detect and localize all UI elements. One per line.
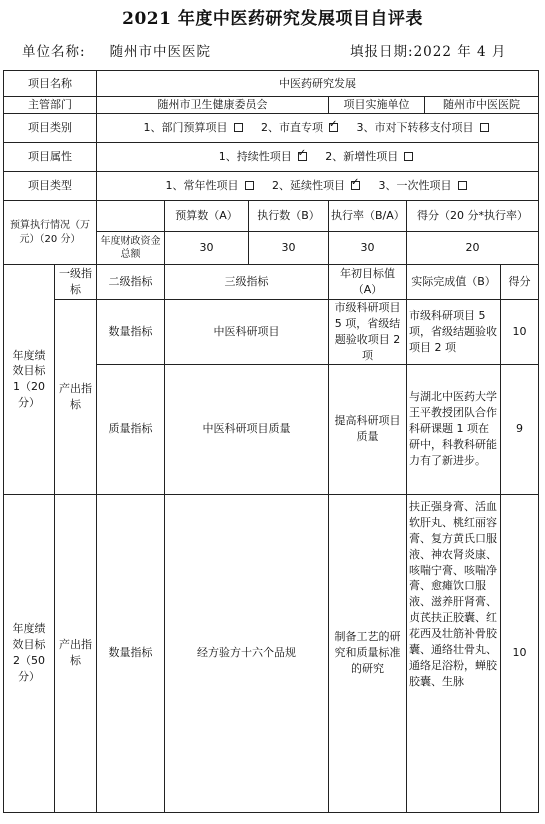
type-label: 项目类型 [4,172,97,201]
score-header: 得分 [501,265,539,300]
category-option-dept-budget[interactable]: 1、部门预算项目 [144,121,246,134]
department-value: 随州市卫生健康委员会 [97,97,329,114]
executed-amount-value: 30 [249,232,329,265]
checkbox-unchecked-icon[interactable] [404,152,413,161]
level-1-indicator-header: 一级指标 [55,265,97,300]
implementing-unit-value: 随州市中医医院 [425,97,539,114]
project-name-value: 中医药研究发展 [97,71,539,97]
checkbox-unchecked-icon[interactable] [234,123,243,132]
budget-amount-value: 30 [165,232,249,265]
table-row [4,300,539,365]
initial-target-header: 年初目标值（A） [329,265,407,300]
checkbox-unchecked-icon[interactable] [458,181,467,190]
date-value: 2022 年 4 月 [413,44,507,60]
unit-label: 单位名称: [22,44,86,60]
target-cell: 市级科研项目 5 项，省级结题验收项目 2 项 [329,300,407,365]
goal-1-label: 年度绩效目标 1（20 分） [4,265,55,495]
category-label: 项目类别 [4,114,97,143]
department-row [4,97,539,114]
level-2-cell: 数量指标 [97,494,165,812]
level-2-cell: 数量指标 [97,300,165,365]
level-2-indicator-header: 二级指标 [97,265,165,300]
score-cell: 9 [501,364,539,494]
category-option-city-special[interactable]: 2、市直专项✓ [261,121,341,134]
budget-amount-header: 预算数（A） [165,201,249,232]
category-option-transfer[interactable]: 3、市对下转移支付项目 [357,121,492,134]
checkbox-unchecked-icon[interactable] [480,123,489,132]
type-option-onetime[interactable]: 3、一次性项目 [379,179,470,192]
goal-1-level-1: 产出指标 [55,300,97,495]
budget-execution-label: 预算执行情况（万元）（20 分） [4,201,97,265]
actual-cell: 市级科研项目 5 项，省级结题验收项目 2 项 [407,300,501,365]
executed-amount-header: 执行数（B） [249,201,329,232]
level-3-cell: 经方验方十六个品规 [165,494,329,812]
type-row [4,172,539,201]
attribute-option-continuous[interactable]: 1、持续性项目✓ [219,150,310,163]
unit-info [22,40,211,60]
score-cell: 10 [501,300,539,365]
date-info [350,40,506,60]
actual-cell: 与湖北中医药大学王平教授团队合作科研课题 1 项在研中，科教科研能力有了新进步。 [407,364,501,494]
category-row [4,114,539,143]
budget-score-header: 得分（20 分*执行率） [407,201,539,232]
date-label: 填报日期: [350,44,414,60]
page-title: 2021 年度中医药研究发展项目自评表 [122,9,423,29]
goal-2-level-1: 产出指标 [55,494,97,812]
attribute-option-new[interactable]: 2、新增性项目 [325,150,416,163]
target-cell: 制备工艺的研究和质量标准的研究 [329,494,407,812]
attribute-label: 项目属性 [4,143,97,172]
type-option-annual[interactable]: 1、常年性项目 [166,179,257,192]
checkbox-checked-icon[interactable] [329,123,338,132]
level-3-cell: 中医科研项目质量 [165,364,329,494]
actual-completion-header: 实际完成值（B） [407,265,501,300]
project-name-label: 项目名称 [4,71,97,97]
checkbox-checked-icon[interactable] [298,152,307,161]
budget-score-value: 20 [407,232,539,265]
evaluation-table [3,70,539,813]
table-row [4,494,539,812]
attribute-row [4,143,539,172]
checkbox-checked-icon[interactable] [351,181,360,190]
score-cell: 10 [501,494,539,812]
implementing-unit-label: 项目实施单位 [329,97,425,114]
execution-rate-header: 执行率（B/A） [329,201,407,232]
type-option-extended[interactable]: 2、延续性项目✓ [272,179,363,192]
target-cell: 提高科研项目质量 [329,364,407,494]
execution-rate-value: 30 [329,232,407,265]
performance-header-row [4,265,539,300]
level-3-cell: 中医科研项目 [165,300,329,365]
level-2-cell: 质量指标 [97,364,165,494]
annual-fiscal-total-label: 年度财政资金总额 [97,232,165,265]
level-3-indicator-header: 三级指标 [165,265,329,300]
actual-cell: 扶正强身膏、活血软肝丸、桃红丽容膏、复方黄氏口服液、神农肾炎康、咳喘宁膏、咳喘净膏、愈瘫饮口服液、滋养肝肾膏、贞芪扶正胶囊、红花西及壮筋补骨胶囊、通络壮骨丸、通络足浴粉，蝉胶胶囊、生脉 [407,494,501,812]
budget-header-row [4,201,539,232]
department-label: 主管部门 [4,97,97,114]
unit-value: 随州市中医医院 [109,44,212,60]
project-name-row [4,71,539,97]
goal-2-label: 年度绩效目标 2（50 分） [4,494,55,812]
checkbox-unchecked-icon[interactable] [245,181,254,190]
